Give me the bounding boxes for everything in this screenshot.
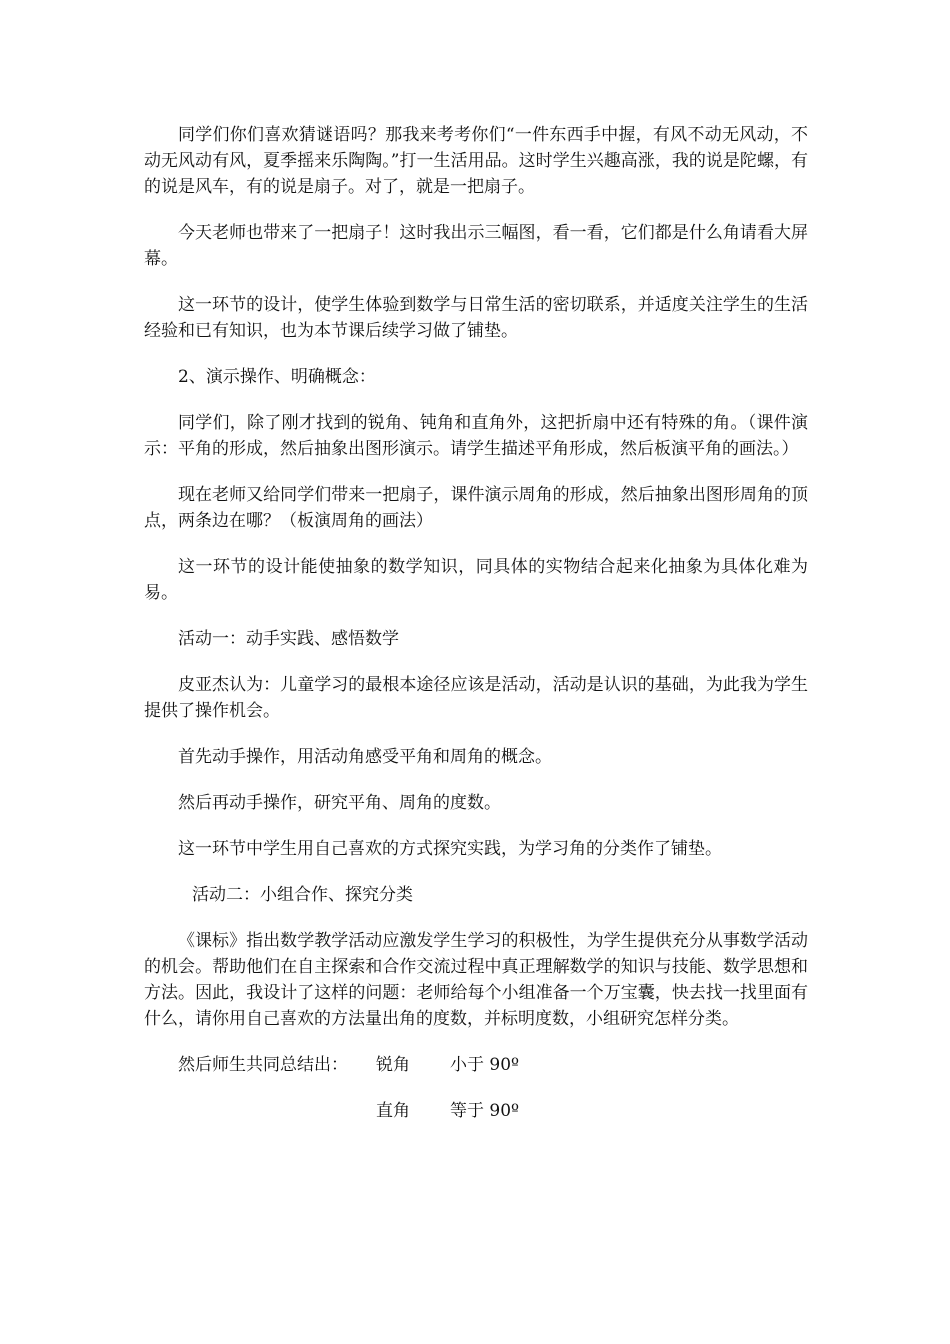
paragraph-design-note-3: 这一环节中学生用自己喜欢的方式探究实践，为学习角的分类作了铺垫。 (178, 839, 722, 859)
paragraph-curriculum: 《课标》指出数学教学活动应激发学生学习的积极性，为学生提供充分从事数学活动的机会。帮助他们在自主探索和合作交流过程中真正理解数学的知识与技能、数学思想和方法。因此，我设计了这样的问题：老师给每个小组准备一个万宝囊，快去找一找里面有什么，请你用自己喜欢的方法量出角的度数，并标明度数，小组研究怎样分类。 (144, 931, 808, 1029)
summary-term: 锐角 (376, 1055, 410, 1075)
summary-desc: 等于 90º (450, 1101, 520, 1121)
summary-row (144, 1052, 808, 1078)
paragraph-operation-1: 首先动手操作，用活动角感受平角和周角的概念。 (178, 747, 552, 767)
section-heading-demo: 2、演示操作、明确概念： (178, 367, 376, 387)
paragraph-operation-2: 然后再动手操作，研究平角、周角的度数。 (178, 793, 501, 813)
summary-desc: 小于 90º (450, 1055, 520, 1075)
paragraph-design-note-2: 这一环节的设计能使抽象的数学知识，同具体的实物结合起来化抽象为具体化难为易。 (144, 557, 808, 603)
paragraph-riddle: 同学们你们喜欢猜谜语吗？那我来考考你们“一件东西手中握，有风不动无风动，不动无风动有风，夏季摇来乐陶陶。”打一生活用品。这时学生兴趣高涨，我的说是陀螺，有的说是风车，有的说是扇子。对了，就是一把扇子。 (144, 125, 808, 197)
paragraph-fan-intro: 今天老师也带来了一把扇子！这时我出示三幅图，看一看，它们都是什么角请看大屏幕。 (144, 223, 808, 269)
angle-summary (144, 1052, 808, 1124)
activity-heading-2: 活动二：小组合作、探究分类 (192, 885, 413, 905)
paragraph-full-angle: 现在老师又给同学们带来一把扇子，课件演示周角的形成，然后抽象出图形周角的顶点，两条边在哪？（板演周角的画法） (144, 485, 808, 531)
paragraph-piaget: 皮亚杰认为：儿童学习的最根本途径应该是活动，活动是认识的基础，为此我为学生提供了操作机会。 (144, 675, 808, 721)
summary-row (144, 1098, 808, 1124)
summary-lead: 然后师生共同总结出： (178, 1055, 348, 1075)
activity-heading-1: 活动一：动手实践、感悟数学 (178, 629, 399, 649)
document-body (144, 122, 808, 1144)
paragraph-straight-angle: 同学们，除了刚才找到的锐角、钝角和直角外，这把折扇中还有特殊的角。（课件演示：平角的形成，然后抽象出图形演示。请学生描述平角形成，然后板演平角的画法。） (144, 413, 808, 459)
paragraph-design-note-1: 这一环节的设计，使学生体验到数学与日常生活的密切联系，并适度关注学生的生活经验和已有知识，也为本节课后续学习做了铺垫。 (144, 295, 808, 341)
summary-term: 直角 (376, 1101, 410, 1121)
